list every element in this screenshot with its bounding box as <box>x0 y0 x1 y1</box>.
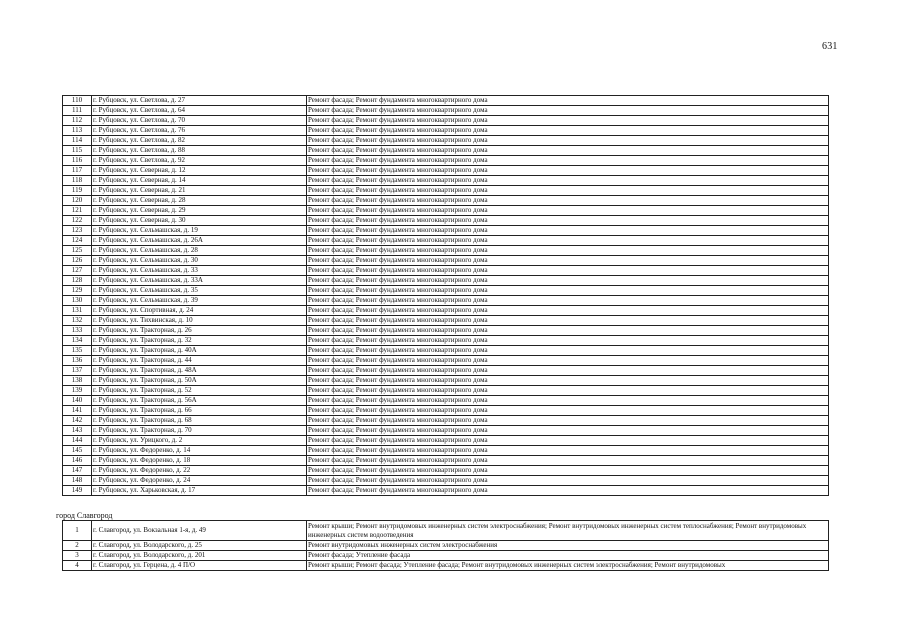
work-type-cell: Ремонт фасада; Ремонт фундамента многоквартирного дома <box>307 356 829 366</box>
table-row <box>63 541 829 551</box>
table-row <box>63 366 829 376</box>
table-row <box>63 116 829 126</box>
table-row <box>63 446 829 456</box>
row-number-cell: 133 <box>63 326 92 336</box>
row-number-cell: 128 <box>63 276 92 286</box>
work-type-cell: Ремонт фасада; Ремонт фундамента многоквартирного дома <box>307 116 829 126</box>
table-row <box>63 256 829 266</box>
address-cell: г. Рубцовск, ул. Сельмашская, д. 19 <box>92 226 307 236</box>
row-number-cell: 116 <box>63 156 92 166</box>
table-row <box>63 96 829 106</box>
work-type-cell: Ремонт фасада; Ремонт фундамента многоквартирного дома <box>307 466 829 476</box>
work-type-cell: Ремонт фасада; Ремонт фундамента многоквартирного дома <box>307 266 829 276</box>
row-number-cell: 146 <box>63 456 92 466</box>
table-row <box>63 356 829 366</box>
row-number-cell: 147 <box>63 466 92 476</box>
page-number: 631 <box>822 41 838 52</box>
row-number-cell: 113 <box>63 126 92 136</box>
row-number-cell: 136 <box>63 356 92 366</box>
address-cell: г. Рубцовск, ул. Светлова, д. 64 <box>92 106 307 116</box>
address-cell: г. Рубцовск, ул. Тракторная, д. 66 <box>92 406 307 416</box>
table-row <box>63 186 829 196</box>
rubtsovsk-table <box>62 95 829 496</box>
address-cell: г. Рубцовск, ул. Светлова, д. 70 <box>92 116 307 126</box>
table-row <box>63 416 829 426</box>
address-cell: г. Рубцовск, ул. Светлова, д. 27 <box>92 96 307 106</box>
table-row <box>63 386 829 396</box>
row-number-cell: 134 <box>63 336 92 346</box>
work-type-cell: Ремонт фасада; Ремонт фундамента многоквартирного дома <box>307 376 829 386</box>
table-row <box>63 406 829 416</box>
work-type-cell: Ремонт фасада; Ремонт фундамента многоквартирного дома <box>307 226 829 236</box>
work-type-cell: Ремонт фасада; Ремонт фундамента многоквартирного дома <box>307 166 829 176</box>
address-cell: г. Рубцовск, ул. Светлова, д. 88 <box>92 146 307 156</box>
rubtsovsk-table-body <box>63 96 829 496</box>
work-type-cell: Ремонт фасада; Ремонт фундамента многоквартирного дома <box>307 416 829 426</box>
row-number-cell: 149 <box>63 486 92 496</box>
work-type-cell: Ремонт фасада; Ремонт фундамента многоквартирного дома <box>307 186 829 196</box>
row-number-cell: 119 <box>63 186 92 196</box>
work-type-cell: Ремонт фасада; Ремонт фундамента многоквартирного дома <box>307 216 829 226</box>
table-row <box>63 156 829 166</box>
address-cell: г. Рубцовск, ул. Северная, д. 29 <box>92 206 307 216</box>
address-cell: г. Рубцовск, ул. Тихвинская, д. 10 <box>92 316 307 326</box>
address-cell: г. Рубцовск, ул. Северная, д. 30 <box>92 216 307 226</box>
row-number-cell: 126 <box>63 256 92 266</box>
row-number-cell: 1 <box>63 521 92 541</box>
table-row <box>63 561 829 571</box>
work-type-cell: Ремонт фасада; Ремонт фундамента многоквартирного дома <box>307 176 829 186</box>
work-type-cell: Ремонт фасада; Ремонт фундамента многоквартирного дома <box>307 336 829 346</box>
table-row <box>63 316 829 326</box>
row-number-cell: 144 <box>63 436 92 446</box>
table-row <box>63 306 829 316</box>
row-number-cell: 110 <box>63 96 92 106</box>
table-row <box>63 176 829 186</box>
row-number-cell: 124 <box>63 236 92 246</box>
work-type-cell: Ремонт фасада; Ремонт фундамента многоквартирного дома <box>307 196 829 206</box>
address-cell: г. Рубцовск, ул. Федоренко, д. 24 <box>92 476 307 486</box>
table-row <box>63 376 829 386</box>
work-type-cell: Ремонт фасада; Ремонт фундамента многоквартирного дома <box>307 366 829 376</box>
work-type-cell: Ремонт фасада; Ремонт фундамента многоквартирного дома <box>307 456 829 466</box>
table-row <box>63 466 829 476</box>
work-type-cell: Ремонт фасада; Ремонт фундамента многоквартирного дома <box>307 306 829 316</box>
row-number-cell: 114 <box>63 136 92 146</box>
row-number-cell: 115 <box>63 146 92 156</box>
work-type-cell: Ремонт фасада; Ремонт фундамента многоквартирного дома <box>307 286 829 296</box>
address-cell: г. Рубцовск, ул. Сельмашская, д. 26А <box>92 236 307 246</box>
address-cell: г. Славгород, ул. Володарского, д. 201 <box>92 551 307 561</box>
table-row <box>63 326 829 336</box>
row-number-cell: 141 <box>63 406 92 416</box>
row-number-cell: 122 <box>63 216 92 226</box>
work-type-cell: Ремонт фасада; Ремонт фундамента многоквартирного дома <box>307 96 829 106</box>
work-type-cell: Ремонт фасада; Ремонт фундамента многоквартирного дома <box>307 136 829 146</box>
table-row <box>63 246 829 256</box>
address-cell: г. Рубцовск, ул. Сельмашская, д. 33 <box>92 266 307 276</box>
table-row <box>63 346 829 356</box>
address-cell: г. Рубцовск, ул. Светлова, д. 92 <box>92 156 307 166</box>
table-row <box>63 126 829 136</box>
table-row <box>63 456 829 466</box>
row-number-cell: 118 <box>63 176 92 186</box>
row-number-cell: 117 <box>63 166 92 176</box>
address-cell: г. Рубцовск, ул. Тракторная, д. 52 <box>92 386 307 396</box>
row-number-cell: 131 <box>63 306 92 316</box>
row-number-cell: 132 <box>63 316 92 326</box>
work-type-cell: Ремонт фасада; Ремонт фундамента многоквартирного дома <box>307 206 829 216</box>
table-row <box>63 206 829 216</box>
row-number-cell: 143 <box>63 426 92 436</box>
work-type-cell: Ремонт фасада; Ремонт фундамента многоквартирного дома <box>307 316 829 326</box>
work-type-cell: Ремонт фасада; Ремонт фундамента многоквартирного дома <box>307 236 829 246</box>
address-cell: г. Рубцовск, ул. Северная, д. 12 <box>92 166 307 176</box>
slavgorod-table <box>62 520 829 571</box>
address-cell: г. Рубцовск, ул. Сельмашская, д. 28 <box>92 246 307 256</box>
table-row <box>63 426 829 436</box>
table-row <box>63 266 829 276</box>
address-cell: г. Рубцовск, ул. Тракторная, д. 40А <box>92 346 307 356</box>
row-number-cell: 139 <box>63 386 92 396</box>
table-row <box>63 166 829 176</box>
work-type-cell: Ремонт фасада; Ремонт фундамента многоквартирного дома <box>307 126 829 136</box>
address-cell: г. Рубцовск, ул. Тракторная, д. 32 <box>92 336 307 346</box>
work-type-cell: Ремонт фасада; Утепление фасада <box>307 551 829 561</box>
work-type-cell: Ремонт фасада; Ремонт фундамента многоквартирного дома <box>307 426 829 436</box>
table-row <box>63 236 829 246</box>
table-row <box>63 216 829 226</box>
work-type-cell: Ремонт фасада; Ремонт фундамента многоквартирного дома <box>307 256 829 266</box>
table-row <box>63 226 829 236</box>
table-row <box>63 136 829 146</box>
address-cell: г. Рубцовск, ул. Харьковская, д. 17 <box>92 486 307 496</box>
table-row <box>63 396 829 406</box>
row-number-cell: 112 <box>63 116 92 126</box>
address-cell: г. Рубцовск, ул. Северная, д. 14 <box>92 176 307 186</box>
work-type-cell: Ремонт фасада; Ремонт фундамента многоквартирного дома <box>307 276 829 286</box>
section-title-slavgorod: город Славгород <box>56 511 113 520</box>
address-cell: г. Рубцовск, ул. Сельмашская, д. 39 <box>92 296 307 306</box>
work-type-cell: Ремонт фасада; Ремонт фундамента многоквартирного дома <box>307 386 829 396</box>
work-type-cell: Ремонт внутридомовых инженерных систем электроснабжения <box>307 541 829 551</box>
row-number-cell: 127 <box>63 266 92 276</box>
row-number-cell: 130 <box>63 296 92 306</box>
table-row <box>63 486 829 496</box>
work-type-cell: Ремонт крыши; Ремонт фасада; Утепление фасада; Ремонт внутридомовых инженерных систем электроснабжения; Ремонт внутридомовых <box>307 561 829 571</box>
address-cell: г. Славгород, ул. Герцена, д. 4 П/О <box>92 561 307 571</box>
work-type-cell: Ремонт фасада; Ремонт фундамента многоквартирного дома <box>307 296 829 306</box>
row-number-cell: 138 <box>63 376 92 386</box>
table-row <box>63 106 829 116</box>
work-type-cell: Ремонт фасада; Ремонт фундамента многоквартирного дома <box>307 406 829 416</box>
table-row <box>63 286 829 296</box>
work-type-cell: Ремонт фасада; Ремонт фундамента многоквартирного дома <box>307 486 829 496</box>
table-row <box>63 521 829 541</box>
row-number-cell: 148 <box>63 476 92 486</box>
work-type-cell: Ремонт фасада; Ремонт фундамента многоквартирного дома <box>307 476 829 486</box>
address-cell: г. Рубцовск, ул. Тракторная, д. 50А <box>92 376 307 386</box>
row-number-cell: 142 <box>63 416 92 426</box>
address-cell: г. Рубцовск, ул. Федоренко, д. 14 <box>92 446 307 456</box>
address-cell: г. Рубцовск, ул. Тракторная, д. 26 <box>92 326 307 336</box>
work-type-cell: Ремонт крыши; Ремонт внутридомовых инженерных систем электроснабжения; Ремонт внутридомовых инженерных систем теплоснабжения; Ремонт внутридомовых инженерных систем водоотведения <box>307 521 829 541</box>
row-number-cell: 121 <box>63 206 92 216</box>
row-number-cell: 135 <box>63 346 92 356</box>
row-number-cell: 129 <box>63 286 92 296</box>
row-number-cell: 123 <box>63 226 92 236</box>
table-row <box>63 551 829 561</box>
row-number-cell: 145 <box>63 446 92 456</box>
table-row <box>63 296 829 306</box>
address-cell: г. Рубцовск, ул. Сельмашская, д. 30 <box>92 256 307 266</box>
row-number-cell: 3 <box>63 551 92 561</box>
address-cell: г. Рубцовск, ул. Тракторная, д. 68 <box>92 416 307 426</box>
work-type-cell: Ремонт фасада; Ремонт фундамента многоквартирного дома <box>307 106 829 116</box>
address-cell: г. Рубцовск, ул. Федоренко, д. 18 <box>92 456 307 466</box>
table-row <box>63 146 829 156</box>
address-cell: г. Рубцовск, ул. Спортивная, д. 24 <box>92 306 307 316</box>
work-type-cell: Ремонт фасада; Ремонт фундамента многоквартирного дома <box>307 246 829 256</box>
address-cell: г. Рубцовск, ул. Светлова, д. 76 <box>92 126 307 136</box>
address-cell: г. Рубцовск, ул. Сельмашская, д. 35 <box>92 286 307 296</box>
address-cell: г. Славгород, ул. Володарского, д. 25 <box>92 541 307 551</box>
table-row <box>63 436 829 446</box>
work-type-cell: Ремонт фасада; Ремонт фундамента многоквартирного дома <box>307 346 829 356</box>
work-type-cell: Ремонт фасада; Ремонт фундамента многоквартирного дома <box>307 146 829 156</box>
row-number-cell: 125 <box>63 246 92 256</box>
row-number-cell: 4 <box>63 561 92 571</box>
address-cell: г. Рубцовск, ул. Тракторная, д. 44 <box>92 356 307 366</box>
row-number-cell: 140 <box>63 396 92 406</box>
address-cell: г. Рубцовск, ул. Северная, д. 28 <box>92 196 307 206</box>
row-number-cell: 120 <box>63 196 92 206</box>
address-cell: г. Рубцовск, ул. Тракторная, д. 56А <box>92 396 307 406</box>
address-cell: г. Славгород, ул. Вокзальная 1-я, д. 49 <box>92 521 307 541</box>
address-cell: г. Рубцовск, ул. Северная, д. 21 <box>92 186 307 196</box>
work-type-cell: Ремонт фасада; Ремонт фундамента многоквартирного дома <box>307 396 829 406</box>
table-row <box>63 196 829 206</box>
work-type-cell: Ремонт фасада; Ремонт фундамента многоквартирного дома <box>307 326 829 336</box>
work-type-cell: Ремонт фасада; Ремонт фундамента многоквартирного дома <box>307 436 829 446</box>
address-cell: г. Рубцовск, ул. Тракторная, д. 70 <box>92 426 307 436</box>
row-number-cell: 137 <box>63 366 92 376</box>
address-cell: г. Рубцовск, ул. Тракторная, д. 48А <box>92 366 307 376</box>
address-cell: г. Рубцовск, ул. Светлова, д. 82 <box>92 136 307 146</box>
table-row <box>63 476 829 486</box>
work-type-cell: Ремонт фасада; Ремонт фундамента многоквартирного дома <box>307 446 829 456</box>
work-type-cell: Ремонт фасада; Ремонт фундамента многоквартирного дома <box>307 156 829 166</box>
address-cell: г. Рубцовск, ул. Федоренко, д. 22 <box>92 466 307 476</box>
table-row <box>63 336 829 346</box>
slavgorod-table-body <box>63 521 829 571</box>
table-row <box>63 276 829 286</box>
row-number-cell: 111 <box>63 106 92 116</box>
row-number-cell: 2 <box>63 541 92 551</box>
address-cell: г. Рубцовск, ул. Урицкого, д. 2 <box>92 436 307 446</box>
address-cell: г. Рубцовск, ул. Сельмашская, д. 33А <box>92 276 307 286</box>
